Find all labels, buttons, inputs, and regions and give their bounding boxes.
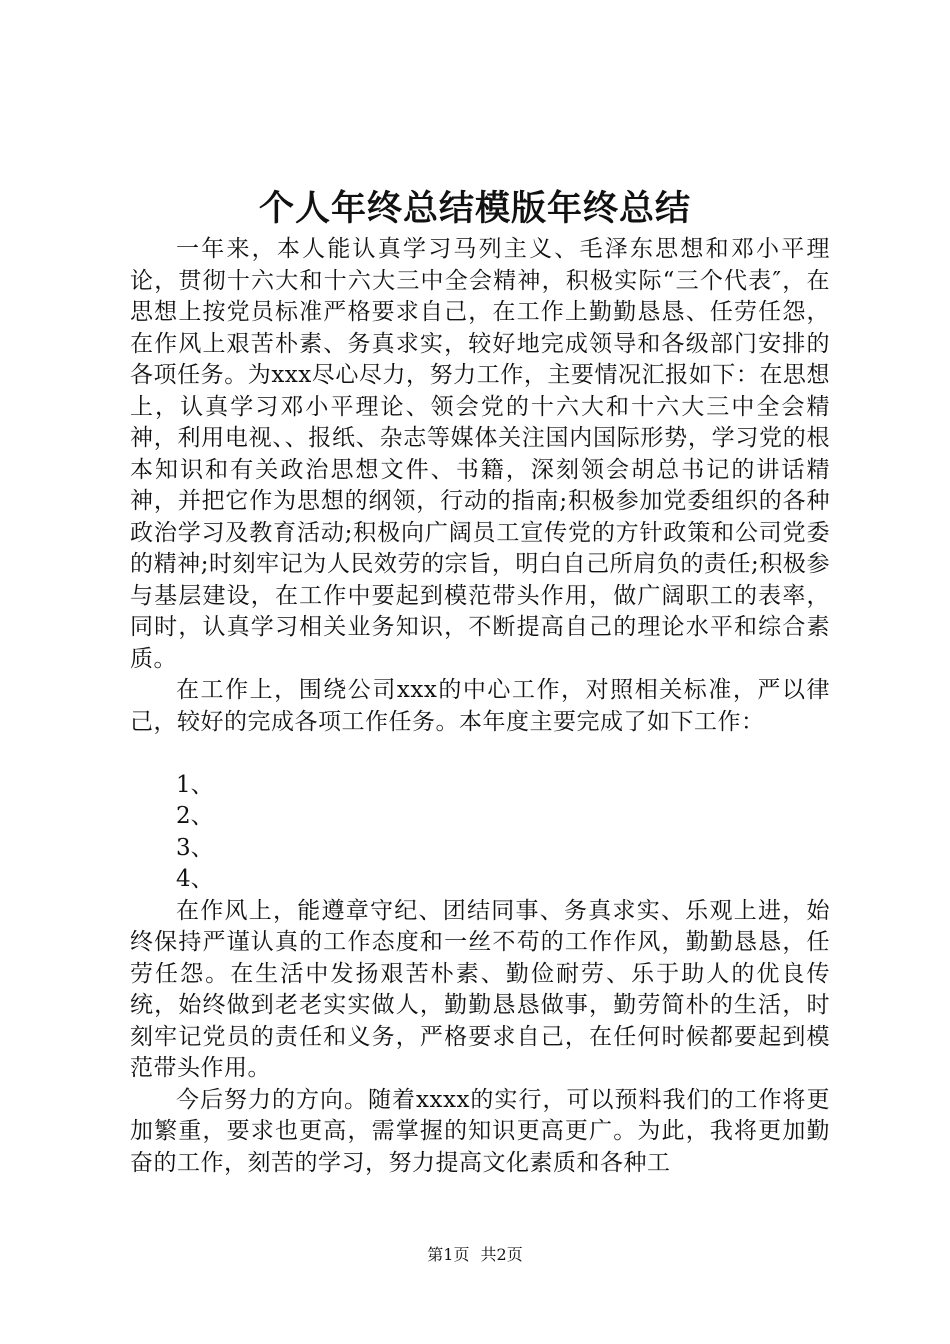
paragraph-style: 在作风上，能遵章守纪、团结同事、务真求实、乐观上进，始终保持严谨认真的工作态度和一丝不苟的工作作风，勤勤恳恳，任劳任怨。在生活中发扬艰苦朴素、勤俭耐劳、乐于助人的优良传统，始终做到老老实实做人，勤勤恳恳做事，勤劳简朴的生活，时刻牢记党员的责任和义务，严格要求自己，在任何时候都要起到模范带头作用。 [130,897,830,1081]
list-item-1: 1、 [176,771,214,798]
paragraph-work: 在工作上，围绕公司xxx的中心工作，对照相关标准，严以律己，较好的完成各项工作任务。本年度主要完成了如下工作： [130,677,830,735]
document-body [130,234,830,1179]
document-title: 个人年终总结模版年终总结 [258,188,691,229]
list-item-3: 3、 [176,834,214,861]
page-total: 共2页 [480,1245,523,1264]
paragraph-future: 今后努力的方向。随着xxxx的实行，可以预料我们的工作将更加繁重，要求也更高，需掌握的知识更高更广。为此，我将更加勤奋的工作，刻苦的学习，努力提高文化素质和各种工 [130,1086,830,1176]
page-number: 第1页 [427,1245,470,1264]
page-footer [0,1243,950,1267]
list-item-2: 2、 [176,803,214,829]
blank-line [130,738,830,770]
list-item-4: 4、 [176,866,214,892]
paragraph-intro: 一年来，本人能认真学习马列主义、毛泽东思想和邓小平理论，贯彻十六大和十六大三中全会精神，积极实际“三个代表″，在思想上按党员标准严格要求自己，在工作上勤勤恳恳、任劳任怨，在作风上艰苦朴素、务真求实，较好地完成领导和各级部门安排的各项任务。为xxx尽心尽力，努力工作，主要情况汇报如下：在思想上，认真学习邓小平理论、领会党的十六大和十六大三中全会精神，利用电视、、报纸、杂志等媒体关注国内国际形势，学习党的根本知识和有关政治思想文件、书籍，深刻领会胡总书记的讲话精神，并把它作为思想的纲领，行动的指南;积极参加党委组织的各种政治学习及教育活动;积极向广阔员工宣传党的方针政策和公司党委的精神;时刻牢记为人民效劳的宗旨，明白自己所肩负的责任;积极参与基层建设，在工作中要起到模范带头作用，做广阔职工的表率，同时，认真学习相关业务知识，不断提高自己的理论水平和综合素质。 [130,236,830,672]
